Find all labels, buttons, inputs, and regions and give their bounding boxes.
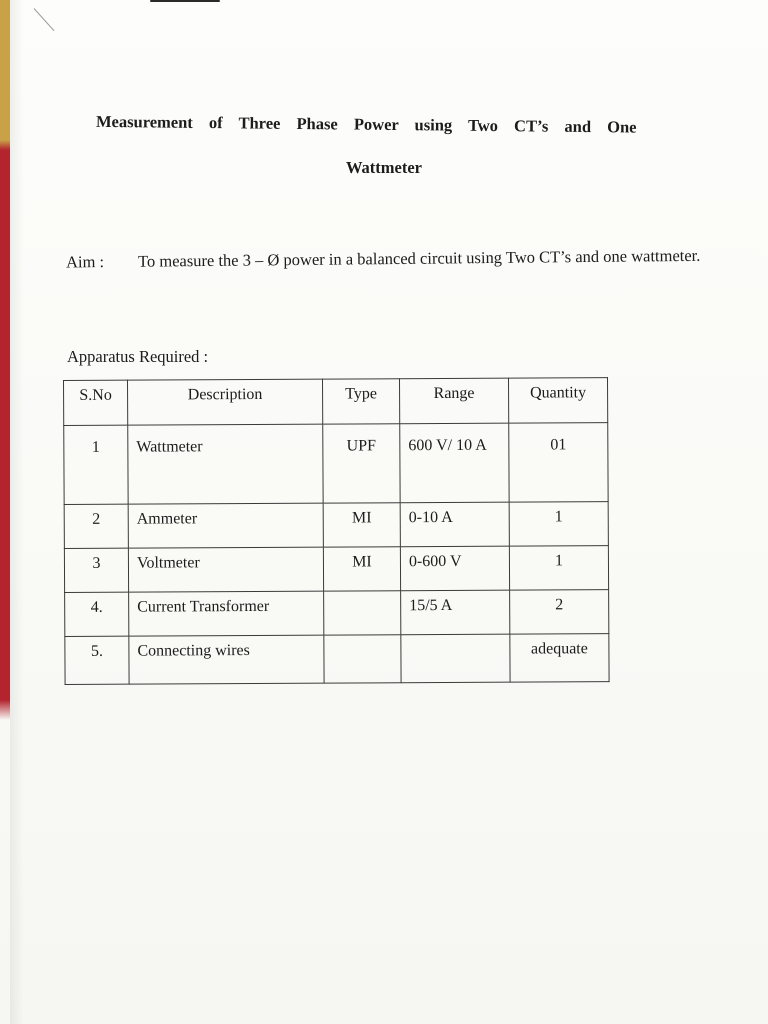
table-row <box>65 634 609 685</box>
cell-range <box>401 634 510 683</box>
apparatus-table-wrap <box>63 377 610 685</box>
cell-type <box>324 591 401 635</box>
cell-description: Current Transformer <box>129 591 324 636</box>
cell-sno: 4. <box>65 592 129 636</box>
cell-description: Ammeter <box>128 503 323 548</box>
title-line-1: Measurement of Three Phase Power using Two CT’s and One <box>95 111 637 137</box>
cell-quantity: adequate <box>510 634 609 683</box>
table-row <box>64 423 608 505</box>
cell-type <box>324 635 401 683</box>
cell-quantity: 01 <box>509 423 608 503</box>
header-quantity: Quantity <box>508 378 607 424</box>
cell-quantity: 2 <box>510 590 609 635</box>
cell-description: Wattmeter <box>128 424 323 504</box>
cell-sno: 3 <box>64 548 128 592</box>
cell-description: Voltmeter <box>128 547 323 592</box>
header-description: Description <box>128 379 323 425</box>
aim-label: Aim : <box>65 252 105 272</box>
apparatus-heading: Apparatus Required : <box>67 347 209 366</box>
pencil-mark <box>34 8 55 31</box>
table-row <box>64 502 608 549</box>
cell-quantity: 1 <box>509 546 608 591</box>
cell-range <box>400 423 509 503</box>
binder-shadow <box>10 0 24 1024</box>
table-header-row <box>64 378 608 426</box>
aim-paragraph <box>66 243 726 276</box>
title-line-2: Wattmeter <box>345 158 423 177</box>
top-mark <box>150 0 220 2</box>
aim-text: To measure the 3 – Ø power in a balanced circuit using Two CT’s and one wattmeter. <box>137 245 701 271</box>
cell-type: MI <box>323 503 400 547</box>
cell-quantity: 1 <box>509 502 608 547</box>
header-type: Type <box>322 379 399 424</box>
apparatus-table <box>63 377 610 685</box>
table-row <box>65 590 609 637</box>
cell-range: 15/5 A <box>401 590 510 635</box>
cell-sno: 2 <box>64 504 128 548</box>
table-row <box>64 546 608 593</box>
header-sno: S.No <box>64 380 128 425</box>
cell-range: 0-600 V <box>400 546 509 591</box>
cell-sno: 5. <box>65 636 129 684</box>
cell-description: Connecting wires <box>129 635 324 684</box>
cell-type: MI <box>323 547 400 591</box>
binder-edge <box>0 0 10 1024</box>
cell-sno: 1 <box>64 425 128 504</box>
header-range: Range <box>399 378 508 424</box>
cell-type: UPF <box>323 424 400 503</box>
cell-range: 0-10 A <box>400 502 509 547</box>
cell-range-text: 600 V/ 10 A <box>408 436 487 455</box>
